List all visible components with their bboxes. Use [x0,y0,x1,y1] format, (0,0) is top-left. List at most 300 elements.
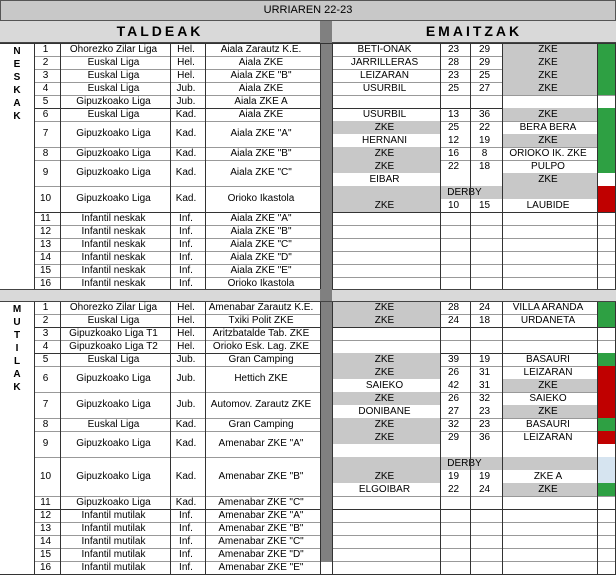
category: Kad. [175,193,197,204]
column-line [60,43,61,290]
result-score-home: 16 [447,148,460,159]
result-score-away: 23 [478,406,491,417]
team-name: Amenabar ZKE "A" [218,438,304,449]
result-score-home [440,212,467,225]
side-letter: E [13,59,21,70]
result-team-home: ZKE [374,148,395,159]
result-team-away [502,340,594,353]
side-letter: K [13,111,21,122]
result-score-home: 22 [447,484,460,495]
result-team-away [502,444,594,457]
team-name: Gran Camping [228,354,294,365]
result-score-home [440,509,467,522]
status-green-marker [597,69,615,82]
result-score-home: 42 [447,380,460,391]
result-team-away [502,327,594,340]
result-score-away [470,340,499,353]
row-number: 15 [39,549,52,560]
team-name: Aiala ZKE "C" [230,239,292,250]
row-number: 9 [42,167,49,178]
status-green-marker [597,108,615,121]
status-red-marker [597,392,615,405]
result-team-away [502,561,594,574]
side-letter: I [15,343,19,354]
result-team-home [332,496,437,509]
result-team-away: ZKE [538,70,558,81]
result-team-home: ZKE [374,200,395,211]
result-score-home [440,522,467,535]
result-score-away: 25 [478,70,491,81]
result-score-home: 19 [447,471,460,482]
result-score-away [470,251,499,264]
team-name: Aiala ZKE "A" [230,128,292,139]
category: Kad. [175,438,197,449]
row-number: 4 [42,341,49,352]
row-number: 5 [42,96,49,107]
result-team-away: ZKE [538,406,558,417]
result-team-home: ZKE [374,161,395,172]
league-name: Infantil neskak [81,213,146,224]
result-team-away [502,238,594,251]
status-lblue-marker [597,470,615,483]
result-team-home [332,251,437,264]
league-name: Infantil neskak [81,226,146,237]
team-name: Aiala ZKE "B" [230,70,292,81]
result-score-away: 29 [478,57,491,68]
result-score-home: 32 [447,419,460,430]
result-score-away: 36 [478,109,491,120]
result-team-away [502,509,594,522]
league-name: Euskal Liga [87,315,140,326]
row-number: 11 [40,497,51,508]
category: Jub. [176,373,196,384]
team-name: Aiala Zarautz K.E. [220,44,302,55]
category: Kad. [175,128,197,139]
result-team-home [332,340,437,353]
result-score-away [470,327,499,340]
row-number: 5 [42,354,49,365]
category: Inf. [179,278,193,289]
category: Hel. [177,341,195,352]
row-number: 15 [39,265,52,276]
result-score-away [470,173,499,186]
team-name: Aiala ZKE "D" [230,252,292,263]
result-score-away [470,264,499,277]
result-team-home [332,444,437,457]
league-name: Euskal Liga [87,109,140,120]
result-team-away: ZKE [538,380,558,391]
league-name: Gipuzkoako Liga [76,128,151,139]
result-score-home: 22 [447,161,460,172]
status-green-marker [597,353,615,366]
league-name: Infantil neskak [81,252,146,263]
status-green-marker [597,82,615,95]
league-name: Euskal Liga [87,57,140,68]
status-red-marker [597,405,615,418]
result-score-home [440,225,467,238]
result-team-away [502,264,594,277]
status-green-marker [597,43,615,56]
result-team-away [502,251,594,264]
side-letter: L [13,356,21,367]
row-number: 14 [39,536,52,547]
team-name: Aiala ZKE A [234,96,288,107]
result-score-home: 23 [447,70,460,81]
result-team-away: ZKE [538,135,558,146]
row-number: 7 [42,128,49,139]
result-team-home [332,327,437,340]
league-name: Gipuzkoako Liga T2 [69,341,158,352]
status-red-marker [597,186,615,199]
result-score-away [470,535,499,548]
result-score-away: 24 [478,484,491,495]
result-team-home: ZKE [374,393,395,404]
result-team-away: VILLA ARANDA [512,302,584,313]
row-number: 3 [42,328,49,339]
row-number: 1 [42,44,49,55]
league-name: Euskal Liga [87,70,140,81]
result-team-away: ZKE [538,484,558,495]
league-name: Gipuzkoako Liga [76,167,151,178]
column-line [440,301,441,574]
status-green-marker [597,56,615,69]
result-score-away [470,95,499,108]
row-number: 2 [42,315,49,326]
result-score-home [440,496,467,509]
category: Kad. [175,167,197,178]
league-name: Infantil neskak [81,239,146,250]
status-green-marker [597,483,615,496]
league-name: Gipuzkoako Liga [76,471,151,482]
column-line [470,301,471,574]
league-name: Ohorezko Zilar Liga [69,302,158,313]
league-name: Gipuzkoako Liga [76,438,151,449]
status-green-marker [597,160,615,173]
derby-label: DERBY [447,187,482,198]
result-score-home [440,444,467,457]
result-team-away: ZKE [538,174,558,185]
team-name: Amenabar ZKE "A" [218,510,304,521]
team-name: Aiala ZKE [238,57,284,68]
status-green-marker [597,134,615,147]
result-score-home [440,173,467,186]
league-name: Gipuzkoako Liga [76,148,151,159]
result-score-home [440,238,467,251]
result-score-away [470,522,499,535]
derby-label: DERBY [447,458,482,469]
team-name: Orioko Esk. Lag. ZKE [212,341,310,352]
category: Inf. [179,536,193,547]
row-number: 3 [42,70,49,81]
result-team-home [332,238,437,251]
side-letter: K [13,85,21,96]
category: Kad. [175,109,197,120]
result-score-home [440,548,467,561]
team-name: Amenabar ZKE "C" [218,497,304,508]
result-team-away [502,95,594,108]
category: Jub. [176,96,196,107]
category: Kad. [175,148,197,159]
result-team-away: SAIEKO [529,393,567,404]
column-line [502,301,503,574]
result-score-home [440,561,467,574]
team-name: Amenabar ZKE "B" [218,523,304,534]
category: Kad. [175,497,197,508]
row-number: 12 [39,510,52,521]
row-number: 12 [39,226,52,237]
result-score-home: 12 [447,135,460,146]
result-team-away: LEIZARAN [523,432,573,443]
row-number: 6 [42,373,49,384]
result-team-home [332,548,437,561]
result-score-away [470,561,499,574]
team-name: Amenabar Zarautz K.E. [208,302,314,313]
result-score-home: 25 [447,122,460,133]
result-team-away: ZKE A [533,471,563,482]
league-name: Infantil mutilak [81,510,146,521]
result-score-away: 15 [478,200,491,211]
result-team-home: ZKE [374,367,395,378]
result-team-away: BASAURI [526,419,570,430]
team-name: Aiala ZKE "B" [230,226,292,237]
result-score-away: 31 [478,380,491,391]
result-score-home [440,251,467,264]
result-score-away: 29 [478,44,491,55]
result-score-home: 23 [447,44,460,55]
status-red-marker [597,379,615,392]
result-team-away [502,548,594,561]
result-team-home [332,509,437,522]
result-score-home [440,95,467,108]
result-team-home: DONIBANE [358,406,411,417]
category: Inf. [179,265,193,276]
result-score-away: 24 [478,302,491,313]
result-team-home: ZKE [374,432,395,443]
result-team-away [502,212,594,225]
status-red-marker [597,199,615,212]
result-score-home: 26 [447,367,460,378]
result-score-home [440,340,467,353]
league-name: Infantil neskak [81,278,146,289]
status-green-marker [597,418,615,431]
result-team-away: ZKE [538,57,558,68]
result-score-home [440,327,467,340]
result-team-home [332,535,437,548]
category: Jub. [176,399,196,410]
result-score-away: 31 [478,367,491,378]
result-team-home: ZKE [374,419,395,430]
league-name: Gipuzkoako Liga [76,497,151,508]
row-number: 10 [39,471,52,482]
side-letter: U [13,317,21,328]
side-letter: A [13,369,21,380]
result-team-home: JARRILLERAS [350,57,419,68]
category: Inf. [179,213,193,224]
league-name: Gipuzkoako Liga [76,96,151,107]
column-line [34,301,35,574]
result-team-home: EIBAR [369,174,400,185]
row-number: 6 [42,109,49,120]
team-name: Amenabar ZKE "D" [218,549,304,560]
result-team-home: USURBIL [362,83,407,94]
column-line [205,43,206,290]
team-name: Amenabar ZKE "C" [218,536,304,547]
column-line [502,43,503,290]
column-line [205,301,206,574]
result-score-away: 8 [481,148,488,159]
result-team-away [502,496,594,509]
side-letter: T [13,330,21,341]
team-name: Aiala ZKE "E" [230,265,292,276]
category: Inf. [179,252,193,263]
category: Kad. [175,471,197,482]
row-number: 10 [39,193,52,204]
team-name: Aritzbatalde Tab. ZKE [212,328,310,339]
team-name: Aiala ZKE "B" [230,148,292,159]
team-name: Aiala ZKE [238,83,284,94]
result-team-away [502,522,594,535]
result-score-home: 27 [447,406,460,417]
result-score-away [470,212,499,225]
category: Inf. [179,239,193,250]
result-team-home [332,561,437,574]
result-score-home: 28 [447,57,460,68]
team-name: Amenabar ZKE "B" [218,471,304,482]
team-name: Amenabar ZKE "E" [218,562,304,573]
category: Jub. [176,354,196,365]
result-team-home [332,264,437,277]
column-line [440,43,441,290]
result-score-away: 18 [478,161,491,172]
column-line [320,43,321,290]
league-name: Euskal Liga [87,419,140,430]
league-name: Gipuzkoako Liga [76,373,151,384]
row-number: 9 [42,438,49,449]
header-emaitzak: EMAITZAK [332,21,616,43]
result-team-away: BASAURI [526,354,570,365]
team-name: Aiala ZKE "A" [230,213,292,224]
column-line [34,43,35,290]
result-team-home: ZKE [374,122,395,133]
row-number: 16 [39,278,52,289]
row-number: 8 [42,148,49,159]
result-team-home: ZKE [374,302,395,313]
category: Kad. [175,419,197,430]
result-score-away [470,548,499,561]
result-team-away: ZKE [538,83,558,94]
row-number: 13 [39,523,52,534]
category: Hel. [177,315,195,326]
status-red-marker [597,431,615,444]
result-score-away [470,444,499,457]
column-line [170,43,171,290]
column-line [60,301,61,574]
result-score-away: 36 [478,432,491,443]
row-number: 7 [42,399,49,410]
side-letter: S [13,72,21,83]
category: Inf. [179,510,193,521]
result-team-home: ZKE [374,315,395,326]
result-team-away: PULPO [531,161,565,172]
column-line [170,301,171,574]
result-score-away: 18 [478,315,491,326]
result-score-away [470,509,499,522]
column-line [332,301,333,574]
league-name: Infantil mutilak [81,536,146,547]
result-team-away: ZKE [538,109,558,120]
header-taldeak: TALDEAK [0,21,320,43]
team-name: Aiala ZKE "C" [230,167,292,178]
result-score-home: 39 [447,354,460,365]
row-number: 11 [40,213,51,224]
section-border [0,43,616,44]
result-team-away: ORIOKO IK. ZKE [509,148,587,159]
result-team-away [502,225,594,238]
result-score-away: 19 [478,471,491,482]
column-separator [320,289,332,301]
status-green-marker [597,147,615,160]
team-name: Hettich ZKE [234,373,288,384]
result-team-away: ZKE [538,44,558,55]
page-title: URRIAREN 22-23 [0,0,616,21]
result-team-away [502,535,594,548]
league-name: Euskal Liga [87,354,140,365]
result-team-home: ZKE [374,471,395,482]
result-score-home: 24 [447,315,460,326]
result-team-home: SAIEKO [365,380,404,391]
column-line [470,43,471,290]
category: Hel. [177,328,195,339]
category: Jub. [176,83,196,94]
league-name: Infantil neskak [81,265,146,276]
result-score-home [440,264,467,277]
column-line [597,301,598,574]
result-score-home: 29 [447,432,460,443]
team-name: Aiala ZKE [238,109,284,120]
result-score-away [470,225,499,238]
result-team-away: BERA BERA [519,122,577,133]
result-score-home: 28 [447,302,460,313]
result-score-home: 25 [447,83,460,94]
league-name: Infantil mutilak [81,549,146,560]
row-number: 4 [42,83,49,94]
category: Inf. [179,226,193,237]
result-team-home [332,225,437,238]
column-line [332,43,333,290]
status-green-marker [597,121,615,134]
result-score-away: 32 [478,393,491,404]
league-name: Gipuzkoako Liga T1 [69,328,158,339]
league-name: Gipuzkoako Liga [76,399,151,410]
category: Hel. [177,57,195,68]
side-letter: K [13,382,21,393]
result-score-away: 19 [478,135,491,146]
league-name: Infantil mutilak [81,562,146,573]
result-score-away [470,496,499,509]
category: Inf. [179,562,193,573]
status-red-marker [597,366,615,379]
category: Hel. [177,44,195,55]
result-team-home: LEIZARAN [360,70,409,81]
result-score-away: 19 [478,354,491,365]
result-score-home: 13 [447,109,460,120]
team-name: Automov. Zarautz ZKE [210,399,312,410]
result-team-home: USURBIL [362,109,407,120]
result-team-home [332,522,437,535]
result-team-home: ZKE [374,354,395,365]
result-score-away [470,238,499,251]
result-score-home: 26 [447,393,460,404]
